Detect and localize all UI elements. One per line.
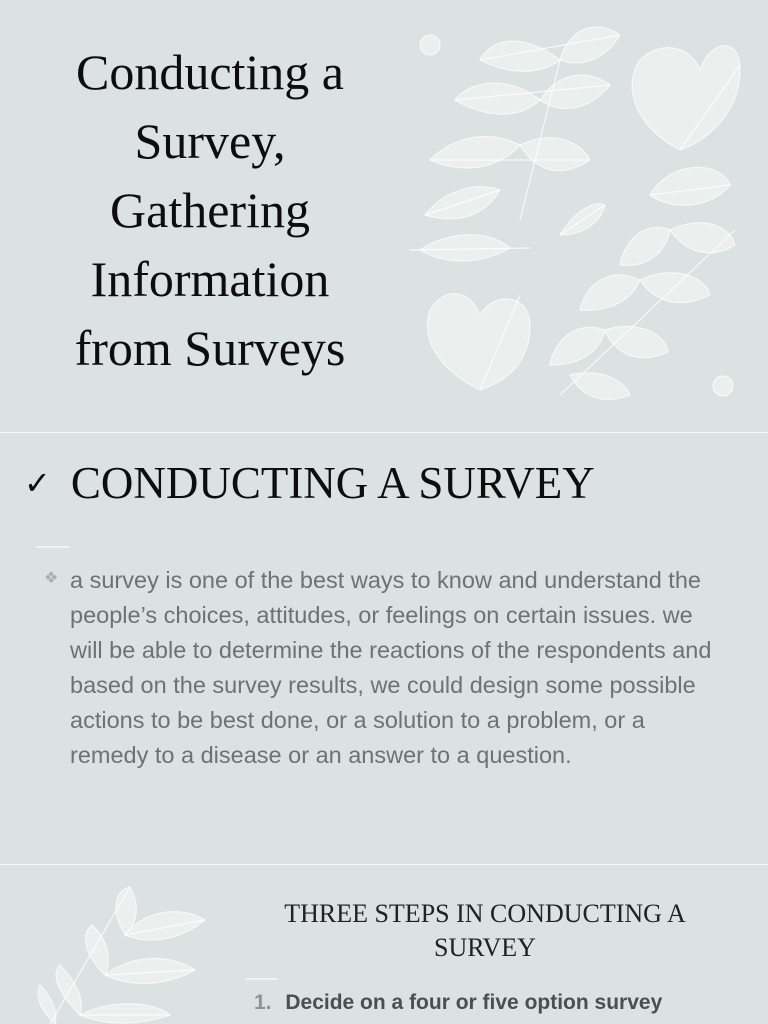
steps-slide [0, 865, 768, 1024]
heading-text: CONDUCTING A SURVEY [70, 458, 595, 508]
title-line: Information [90, 251, 330, 307]
title-line: Survey, [134, 113, 286, 169]
title-slide [0, 0, 768, 432]
bullet-text: a survey is one of the best ways to know and understand the people’s choices, attitudes, or feelings on certain issues. we will be able to determine the reactions of the respondents and based on the survey results, we could design some possible actions to be best done, or a solution to a problem, or a remedy to a disease or an answer to a question. [70, 567, 712, 768]
title-line: Conducting a [75, 44, 345, 100]
title-line: Gathering [110, 182, 310, 238]
accent-rule [246, 978, 278, 980]
step-number: 1. [254, 991, 272, 1014]
step-text: Decide on a four or five option survey [285, 991, 663, 1014]
bullet-item [44, 563, 724, 773]
leaves-decoration [30, 865, 230, 1024]
content-slide [0, 433, 768, 864]
section-heading [24, 457, 595, 509]
slide-title [30, 38, 390, 383]
accent-rule [36, 546, 70, 548]
title-line: from Surveys [74, 320, 346, 376]
steps-heading: THREE STEPS IN CONDUCTING A SURVEY [284, 899, 686, 962]
diamond-bullet-icon: ❖ [44, 568, 59, 587]
leaves-decoration [410, 20, 750, 410]
step-item [254, 991, 662, 1015]
checkmark-icon: ✓ [24, 464, 51, 502]
